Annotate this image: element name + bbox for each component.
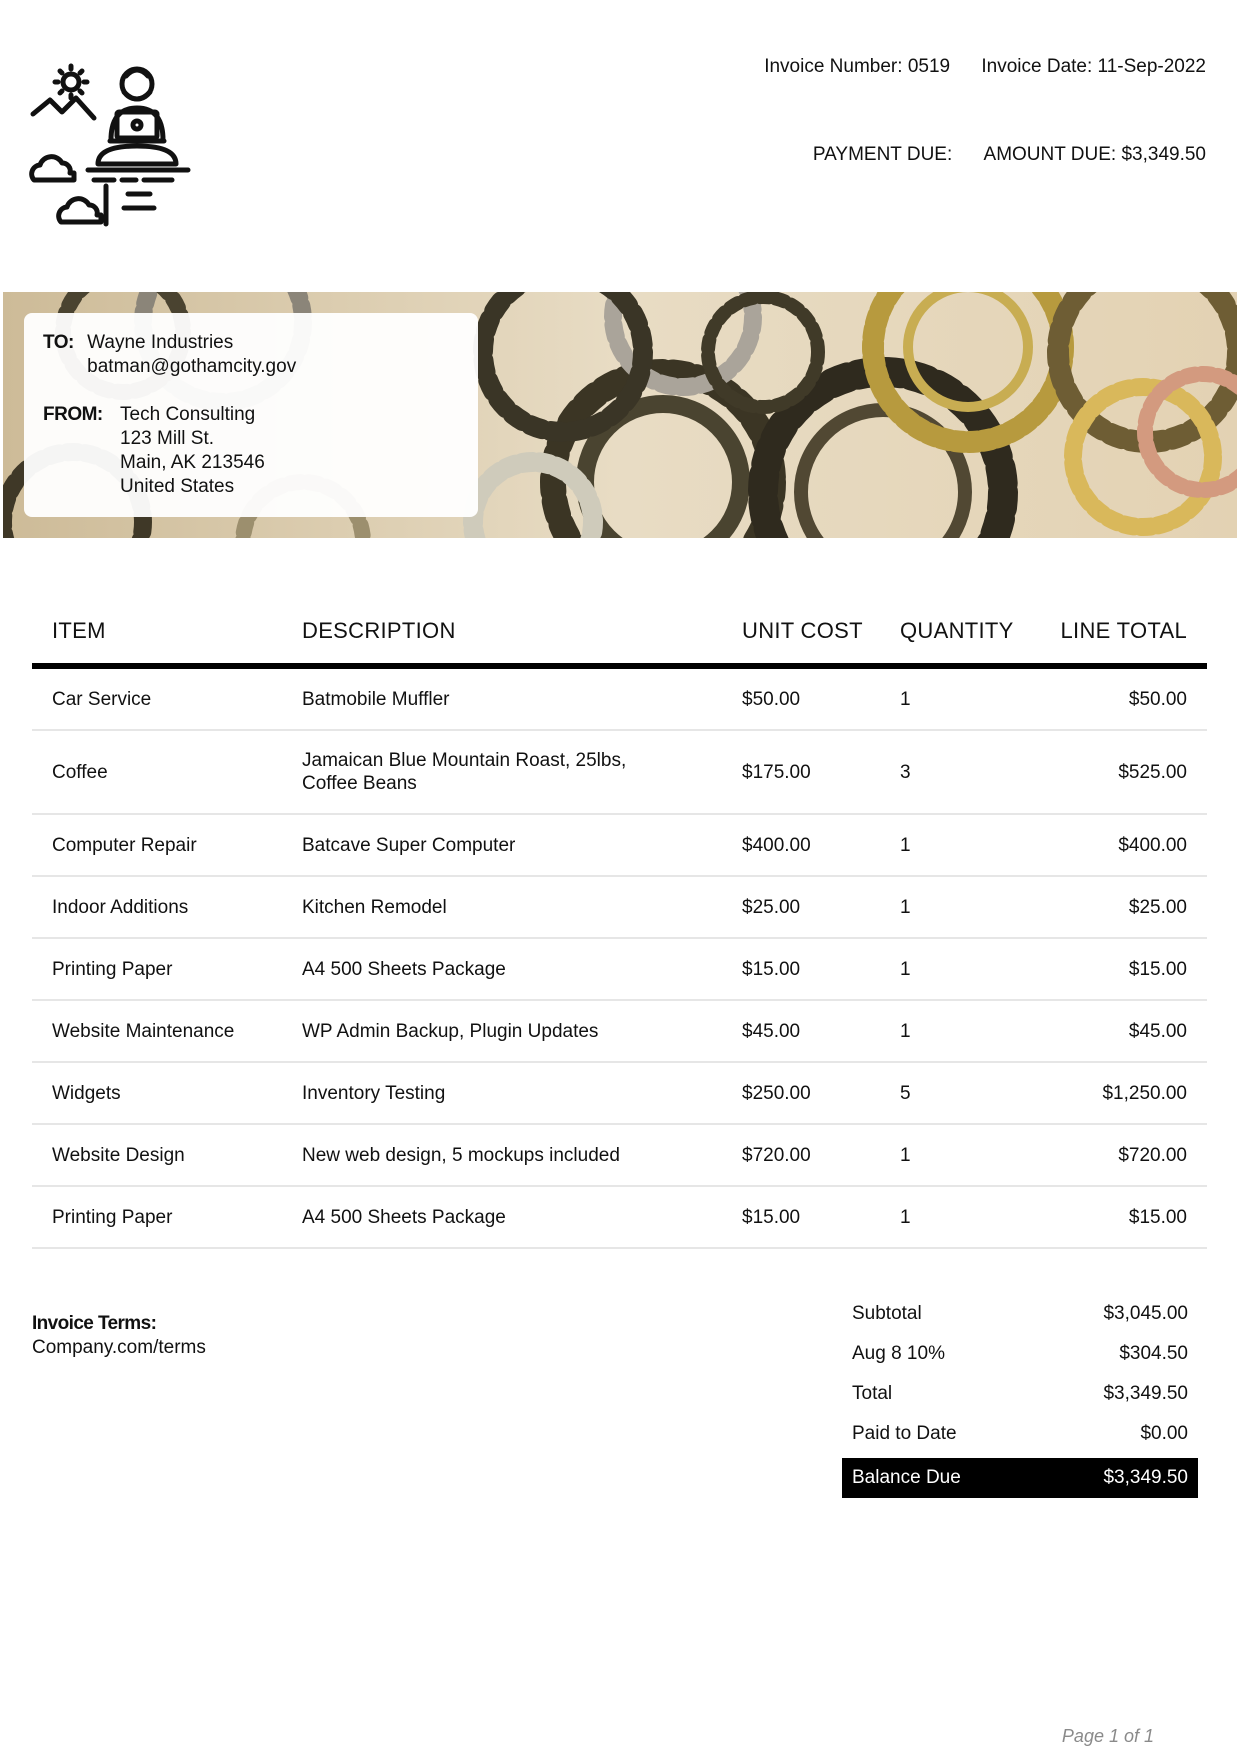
column-header-description: DESCRIPTION	[282, 596, 722, 666]
invoice-meta	[738, 56, 1206, 78]
balance-value: $3,349.50	[1103, 1467, 1188, 1488]
column-header-unit-cost: UNIT COST	[722, 596, 880, 666]
person-with-laptop-icon	[28, 62, 198, 232]
cell-description: Kitchen Remodel	[282, 876, 722, 938]
from-label: FROM:	[43, 404, 103, 425]
subtotal-row	[842, 1294, 1198, 1334]
cell-unit-cost: $50.00	[722, 666, 880, 730]
cell-unit-cost: $720.00	[722, 1124, 880, 1186]
cell-unit-cost: $400.00	[722, 814, 880, 876]
from-address	[43, 403, 265, 499]
table-row	[32, 876, 1207, 938]
cell-description: Batmobile Muffler	[282, 666, 722, 730]
table-row	[32, 814, 1207, 876]
cell-item: Computer Repair	[32, 814, 282, 876]
company-logo	[28, 62, 198, 232]
to-address	[43, 331, 296, 379]
line-items-table	[32, 596, 1207, 1249]
address-card	[24, 313, 478, 517]
cell-line-total: $50.00	[1050, 666, 1207, 730]
table-row	[32, 1186, 1207, 1248]
cell-quantity: 1	[880, 938, 1050, 1000]
cell-quantity: 1	[880, 876, 1050, 938]
totals-label: Total	[852, 1383, 893, 1404]
cell-quantity: 1	[880, 1124, 1050, 1186]
from-company: Tech Consulting	[120, 404, 256, 425]
table-row	[32, 666, 1207, 730]
payment-due: PAYMENT DUE:	[812, 144, 953, 165]
cell-description-line: Coffee Beans	[302, 773, 417, 794]
cell-unit-cost: $250.00	[722, 1062, 880, 1124]
column-header-quantity: QUANTITY	[880, 596, 1050, 666]
totals-value: $304.50	[1119, 1343, 1188, 1364]
cell-unit-cost: $25.00	[722, 876, 880, 938]
cell-line-total: $25.00	[1050, 876, 1207, 938]
cell-quantity: 1	[880, 1186, 1050, 1248]
cell-quantity: 5	[880, 1062, 1050, 1124]
tax-row	[842, 1334, 1198, 1374]
totals-value: $3,045.00	[1103, 1303, 1188, 1324]
table-row	[32, 1062, 1207, 1124]
cell-quantity: 3	[880, 730, 1050, 814]
cell-description-line: Jamaican Blue Mountain Roast, 25lbs,	[302, 750, 627, 771]
balance-label: Balance Due	[852, 1467, 961, 1488]
payment-meta	[787, 144, 1206, 166]
cell-description: Batcave Super Computer	[282, 814, 722, 876]
cell-description: WP Admin Backup, Plugin Updates	[282, 1000, 722, 1062]
cell-item: Printing Paper	[32, 938, 282, 1000]
invoice-date: Invoice Date: 11-Sep-2022	[981, 56, 1206, 77]
cell-unit-cost: $175.00	[722, 730, 880, 814]
cell-unit-cost: $15.00	[722, 938, 880, 1000]
cell-description: Inventory Testing	[282, 1062, 722, 1124]
cell-quantity: 1	[880, 666, 1050, 730]
balance-due-row	[842, 1458, 1198, 1498]
cell-line-total: $525.00	[1050, 730, 1207, 814]
totals-label: Aug 8 10%	[852, 1343, 945, 1364]
to-label: TO:	[43, 332, 74, 353]
totals-summary	[842, 1294, 1198, 1498]
column-header-line-total: LINE TOTAL	[1050, 596, 1207, 666]
cell-item: Website Design	[32, 1124, 282, 1186]
from-street: 123 Mill St.	[120, 428, 215, 449]
invoice-number: Invoice Number: 0519	[764, 56, 951, 77]
terms-label: Invoice Terms:	[32, 1313, 157, 1334]
totals-label: Subtotal	[852, 1303, 922, 1324]
cell-description	[282, 730, 722, 814]
cell-description: A4 500 Sheets Package	[282, 938, 722, 1000]
cell-item: Indoor Additions	[32, 876, 282, 938]
to-email: batman@gothamcity.gov	[87, 356, 297, 377]
table-row	[32, 1000, 1207, 1062]
cell-item: Coffee	[32, 730, 282, 814]
from-lines	[120, 403, 265, 499]
cell-quantity: 1	[880, 814, 1050, 876]
table-row	[32, 730, 1207, 814]
from-country: United States	[120, 476, 235, 497]
cell-item: Printing Paper	[32, 1186, 282, 1248]
cell-line-total: $720.00	[1050, 1124, 1207, 1186]
totals-value: $3,349.50	[1103, 1383, 1188, 1404]
column-header-item: ITEM	[32, 596, 282, 666]
to-lines	[87, 331, 296, 379]
table-row	[32, 938, 1207, 1000]
cell-line-total: $45.00	[1050, 1000, 1207, 1062]
cell-unit-cost: $45.00	[722, 1000, 880, 1062]
table-header-row	[32, 596, 1207, 666]
cell-item: Website Maintenance	[32, 1000, 282, 1062]
amount-due: AMOUNT DUE: $3,349.50	[983, 144, 1206, 165]
to-company: Wayne Industries	[87, 332, 234, 353]
cell-line-total: $15.00	[1050, 1186, 1207, 1248]
cell-quantity: 1	[880, 1000, 1050, 1062]
terms-link[interactable]: Company.com/terms	[32, 1337, 206, 1358]
cell-item: Car Service	[32, 666, 282, 730]
page-number: Page 1 of 1	[1061, 1726, 1154, 1746]
cell-item: Widgets	[32, 1062, 282, 1124]
cell-line-total: $1,250.00	[1050, 1062, 1207, 1124]
cell-line-total: $15.00	[1050, 938, 1207, 1000]
cell-description: A4 500 Sheets Package	[282, 1186, 722, 1248]
cell-description: New web design, 5 mockups included	[282, 1124, 722, 1186]
table-row	[32, 1124, 1207, 1186]
totals-label: Paid to Date	[852, 1423, 957, 1444]
totals-value: $0.00	[1140, 1423, 1188, 1444]
from-city: Main, AK 213546	[120, 452, 265, 473]
cell-unit-cost: $15.00	[722, 1186, 880, 1248]
total-row	[842, 1374, 1198, 1414]
paid-to-date-row	[842, 1414, 1198, 1454]
cell-line-total: $400.00	[1050, 814, 1207, 876]
invoice-terms	[32, 1312, 206, 1360]
